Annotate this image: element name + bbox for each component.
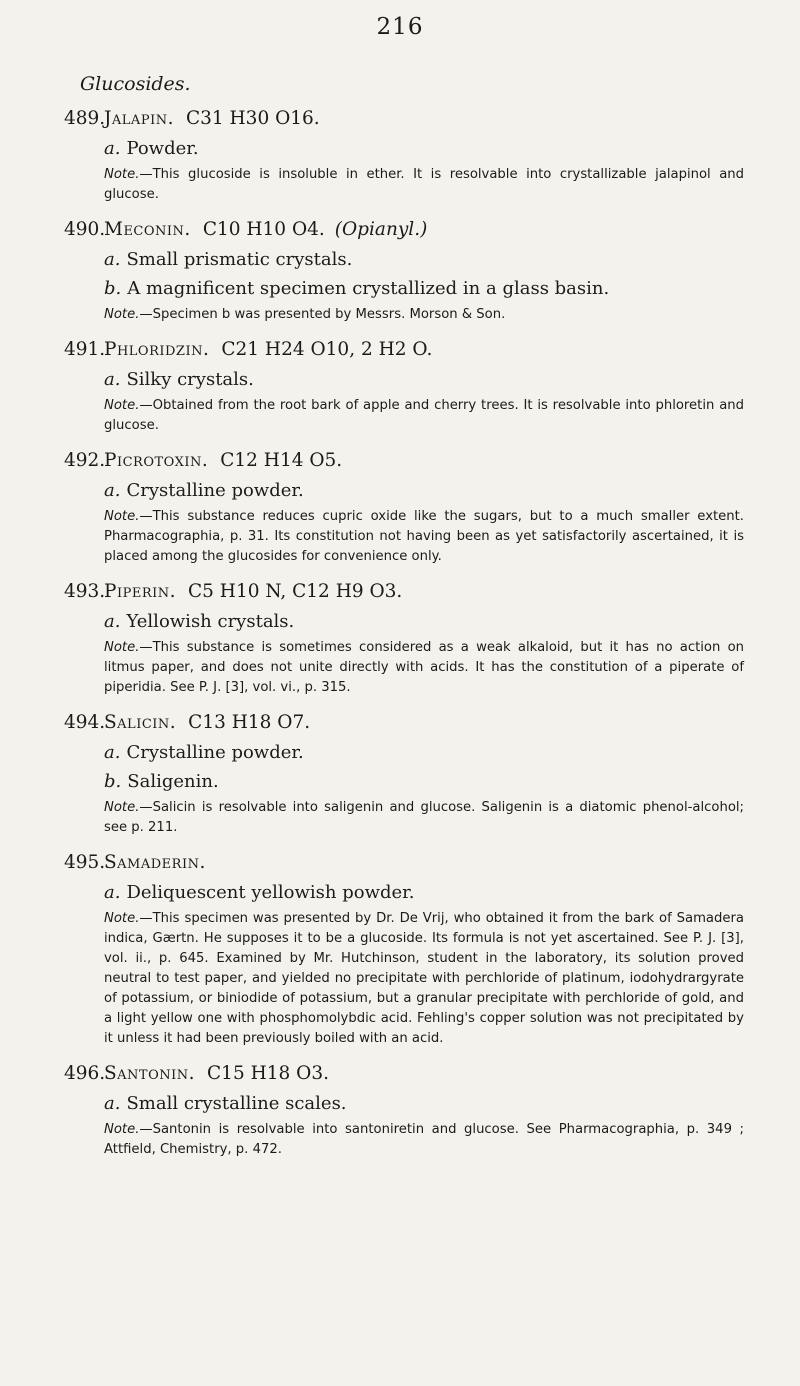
item-letter: a. <box>104 611 121 632</box>
item-letter: a. <box>104 249 121 270</box>
chemical-formula: C21 H24 O10, 2 H2 O. <box>221 339 433 360</box>
note-label: Note.— <box>104 1122 153 1137</box>
entry-number: 493. <box>64 581 106 602</box>
entry-number: 490. <box>64 219 106 240</box>
entry-number: 495. <box>64 852 106 873</box>
note-label: Note.— <box>104 307 153 322</box>
entry-heading <box>64 848 744 878</box>
item-letter: b. <box>104 278 122 299</box>
entry <box>64 104 744 205</box>
note-label: Note.— <box>104 398 153 413</box>
specimen-item <box>104 274 744 303</box>
item-letter: a. <box>104 1093 121 1114</box>
item-letter: a. <box>104 480 121 501</box>
compound-name: Jalapin. <box>104 108 174 129</box>
item-text: Crystalline powder. <box>126 742 304 763</box>
compound-name: Samaderin. <box>104 852 206 873</box>
chemical-formula: C15 H18 O3. <box>207 1063 329 1084</box>
entry-note <box>104 165 744 205</box>
item-text: Powder. <box>126 138 199 159</box>
item-text: Deliquescent yellowish powder. <box>126 882 415 903</box>
compound-name: Phloridzin. <box>104 339 210 360</box>
item-text: Crystalline powder. <box>126 480 304 501</box>
synonym: (Opianyl.) <box>334 219 428 240</box>
entry-number: 496. <box>64 1063 106 1084</box>
specimen-item <box>104 738 744 767</box>
entry <box>64 1059 744 1160</box>
entry-heading <box>64 104 744 134</box>
chemical-formula: C13 H18 O7. <box>188 712 311 733</box>
chemical-formula: C10 H10 O4. <box>202 219 325 240</box>
entry-note <box>104 396 744 436</box>
item-text: Saligenin. <box>127 771 219 792</box>
section-title: Glucosides. <box>80 73 191 95</box>
specimen-item <box>104 476 744 505</box>
entry-number: 492. <box>64 450 106 471</box>
entry <box>64 215 744 325</box>
entry <box>64 335 744 436</box>
note-text: This substance reduces cupric oxide like the sugars, but to a much smaller extent. Pharmacographia, p. 31. Its constitution not having been as yet satisfactorily ascertained, it is placed among the glucosides for convenience only. <box>104 509 744 564</box>
item-text: A magnificent specimen crystallized in a glass basin. <box>127 278 610 299</box>
specimen-item <box>104 1089 744 1118</box>
entry-note <box>104 305 744 325</box>
item-letter: a. <box>104 138 121 159</box>
specimen-item <box>104 245 744 274</box>
entry <box>64 446 744 567</box>
entry-note <box>104 909 744 1049</box>
item-letter: a. <box>104 882 121 903</box>
item-text: Silky crystals. <box>126 369 254 390</box>
specimen-item <box>104 134 744 163</box>
chemical-formula: C31 H30 O16. <box>185 108 320 129</box>
specimen-item <box>104 607 744 636</box>
entry-heading <box>64 446 744 476</box>
note-text: Santonin is resolvable into santoniretin and glucose. See Pharmacographia, p. 349 ; Attfield, Chemistry, p. 472. <box>104 1122 744 1157</box>
compound-name: Piperin. <box>104 581 176 602</box>
compound-name: Santonin. <box>104 1063 196 1084</box>
compound-name: Salicin. <box>104 712 177 733</box>
specimen-item <box>104 365 744 394</box>
note-text: Salicin is resolvable into saligenin and glucose. Saligenin is a diatomic phenol-alcohol; see p. 211. <box>104 800 744 835</box>
entry-heading <box>64 708 744 738</box>
note-label: Note.— <box>104 640 153 655</box>
item-letter: a. <box>104 742 121 763</box>
entry <box>64 848 744 1049</box>
entry-note <box>104 638 744 698</box>
entries-list <box>64 104 744 1170</box>
page-number: 216 <box>376 14 424 40</box>
entry-note <box>104 507 744 567</box>
compound-name: Picrotoxin. <box>104 450 209 471</box>
entry-heading <box>64 577 744 607</box>
specimen-item <box>104 878 744 907</box>
note-label: Note.— <box>104 800 153 815</box>
entry-heading <box>64 1059 744 1089</box>
note-text: This substance is sometimes considered as a weak alkaloid, but it has no action on litmus paper, and does not unite directly with acids. It has the constitution of a piperate of piperidia. See P. J. [3], vol. vi., p. 315. <box>104 640 744 695</box>
entry-note <box>104 798 744 838</box>
item-letter: a. <box>104 369 121 390</box>
note-label: Note.— <box>104 509 153 524</box>
compound-name: Meconin. <box>104 219 191 240</box>
entry-number: 491. <box>64 339 106 360</box>
entry <box>64 708 744 838</box>
entry-number: 494. <box>64 712 106 733</box>
entry-note <box>104 1120 744 1160</box>
note-label: Note.— <box>104 911 153 926</box>
specimen-item <box>104 767 744 796</box>
item-letter: b. <box>104 771 122 792</box>
item-text: Small crystalline scales. <box>126 1093 347 1114</box>
note-text: This glucoside is insoluble in ether. It is resolvable into crystallizable jalapinol and glucose. <box>104 167 744 202</box>
entry-heading <box>64 335 744 365</box>
entry-heading <box>64 215 744 245</box>
note-text: Specimen b was presented by Messrs. Morson & Son. <box>152 307 506 322</box>
entry-number: 489. <box>64 108 106 129</box>
item-text: Yellowish crystals. <box>126 611 295 632</box>
note-label: Note.— <box>104 167 153 182</box>
item-text: Small prismatic crystals. <box>126 249 353 270</box>
note-text: This specimen was presented by Dr. De Vrij, who obtained it from the bark of Samadera indica, Gærtn. He supposes it to be a glucoside. Its formula is not yet ascertained. See P. J. [3], vol. ii., p. 645. Examined by Mr. Hutchinson, student in the laboratory, its solution proved neutral to test paper, and yielded no precipitate with perchloride of platinum, iodohydrargyrate of potassium, or biniodide of potassium, but a granular precipitate with perchloride of gold, and a light yellow one with phosphomolybdic acid. Fehling's copper solution was not precipitated by it unless it had been previously boiled with an acid. <box>104 911 744 1046</box>
chemical-formula: C5 H10 N, C12 H9 O3. <box>188 581 403 602</box>
note-text: Obtained from the root bark of apple and cherry trees. It is resolvable into phloretin and glucose. <box>104 398 744 433</box>
entry <box>64 577 744 698</box>
chemical-formula: C12 H14 O5. <box>220 450 343 471</box>
